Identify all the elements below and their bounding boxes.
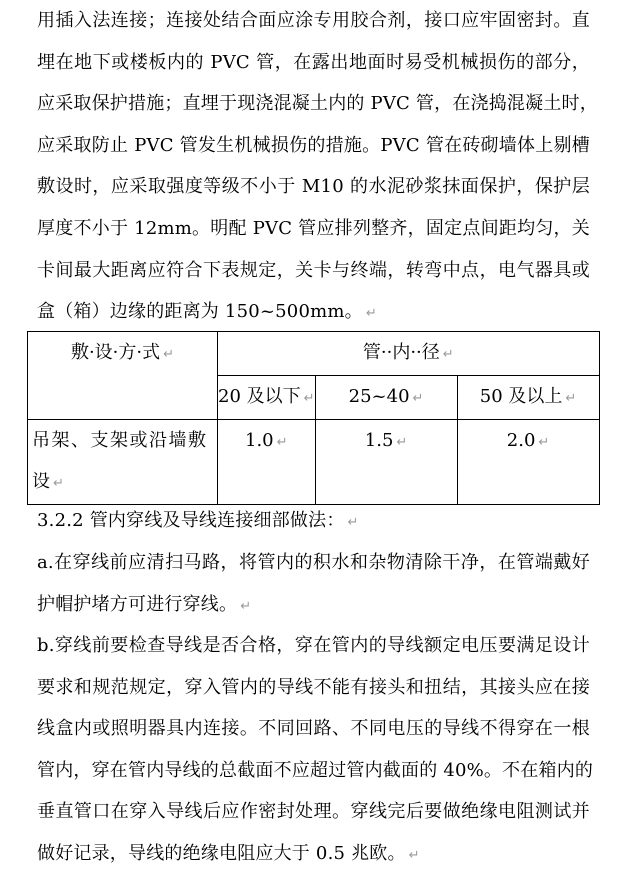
paragraph-mark-icon: ↵ xyxy=(412,391,424,406)
text-line: 做好记录，导线的绝缘电阻应大于 0.5 兆欧。 xyxy=(37,842,406,864)
paragraph-mark-icon: ↵ xyxy=(303,391,315,406)
paragraph-mark-icon: ↵ xyxy=(53,476,64,491)
spacing-table xyxy=(27,331,600,505)
paragraph-mark-icon: ↵ xyxy=(396,435,408,450)
paragraph-mark-icon: ↵ xyxy=(408,847,420,863)
paragraph-mark-icon: ↵ xyxy=(365,306,377,322)
text-line: 厚度不小于 12mm。明配 PVC 管应排列整齐，固定点间距均匀，关 xyxy=(37,217,590,239)
method-line-2: 设 xyxy=(32,471,50,492)
table-row xyxy=(28,420,600,505)
subheader-label: 25~40 xyxy=(348,386,410,407)
text-line: 用插入法连接；连接处结合面应涂专用胶合剂，接口应牢固密封。直 xyxy=(37,10,590,31)
text-line: 敷设时，应采取强度等级不小于 M10 的水泥砂浆抹面保护，保护层 xyxy=(37,176,590,198)
text-line: 应采取防止 PVC 管发生机械损伤的措施。PVC 管在砖砌墙体上剔槽 xyxy=(37,134,590,156)
paragraph-mark-icon: ↵ xyxy=(240,598,252,614)
text-line: 线盒内或照明器具内连接。不同回路、不同电压的导线不得穿在一根 xyxy=(37,718,590,740)
method-line-1: 吊架、支架或沿墙敷 xyxy=(32,430,208,451)
text-line: 要求和规范规定，穿入管内的导线不能有接头和扭结，其接头应在接 xyxy=(37,676,590,698)
subheader-label: 50 及以上 xyxy=(479,386,563,407)
text-line-last xyxy=(37,291,590,333)
text-line: b.穿线前要检查导线是否合格，穿在管内的导线额定电压要满足设计 xyxy=(37,635,590,656)
value-cell xyxy=(457,420,599,505)
text-line: a.在穿线前应清扫马路，将管内的积水和杂物清除干净，在管端戴好 xyxy=(37,552,590,573)
method-cell xyxy=(28,420,218,505)
value-text: 1.5 xyxy=(364,430,394,451)
value-cell xyxy=(315,420,457,505)
item-b-paragraph xyxy=(37,625,594,875)
subheader-cell xyxy=(457,376,599,420)
paragraph-mark-icon: ↵ xyxy=(163,347,175,362)
section-heading xyxy=(37,500,590,542)
value-text: 2.0 xyxy=(506,430,536,451)
subheader-cell xyxy=(218,376,316,420)
text-line: 埋在地下或楼板内的 PVC 管，在露出地面时易受机械损伤的部分， xyxy=(37,51,590,73)
paragraph-pvc-installation xyxy=(37,0,598,333)
subheader-label: 20 及以下 xyxy=(218,386,301,407)
value-text: 1.0 xyxy=(245,430,274,451)
paragraph-mark-icon: ↵ xyxy=(347,515,359,530)
text-line: 垂直管口在穿入导线后应作密封处理。穿线完后要做绝缘电阻测试并 xyxy=(37,801,590,823)
text-line: 护帽护堵方可进行穿线。 xyxy=(37,593,238,615)
header-diameter-label: 管··内··径 xyxy=(362,342,440,363)
table-header-row xyxy=(28,332,600,376)
header-method-label: 敷·设·方·式 xyxy=(70,342,161,363)
text-line: 卡间最大距离应符合下表规定，关卡与终端，转弯中点，电气器具或 xyxy=(37,259,590,281)
header-cell-method xyxy=(28,332,218,420)
text-line: 盒（箱）边缘的距离为 150~500mm。 xyxy=(37,301,363,323)
text-line: 管内，穿在管内导线的总截面不应超过管内截面的 40%。不在箱内的 xyxy=(37,759,594,781)
paragraph-mark-icon: ↵ xyxy=(442,347,454,362)
paragraph-mark-icon: ↵ xyxy=(565,391,577,406)
item-a-paragraph xyxy=(37,542,590,625)
text-line: 应采取保护措施；直埋于现浇混凝土内的 PVC 管，在浇捣混凝土时， xyxy=(37,93,598,115)
subheader-cell xyxy=(315,376,457,420)
paragraph-mark-icon: ↵ xyxy=(276,435,288,450)
section-heading-text: 3.2.2 管内穿线及导线连接细部做法： xyxy=(37,510,345,531)
paragraph-mark-icon: ↵ xyxy=(538,435,550,450)
header-cell-diameter xyxy=(218,332,600,376)
value-cell xyxy=(218,420,316,505)
